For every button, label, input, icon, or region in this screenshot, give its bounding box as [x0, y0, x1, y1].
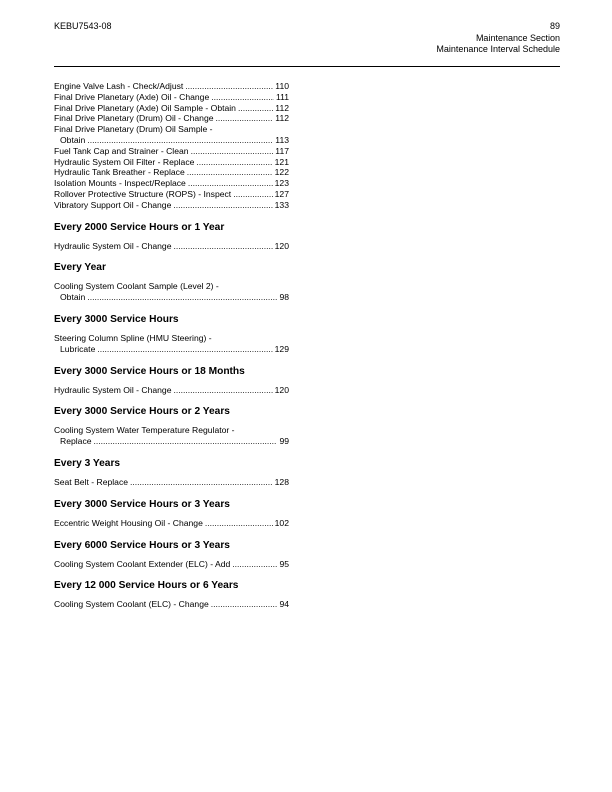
list-item[interactable]: Seat Belt - Replace . . . 128	[54, 477, 289, 488]
list-item[interactable]: Isolation Mounts - Inspect/Replace . . . 123	[54, 178, 289, 189]
interval-heading: Every 2000 Service Hours or 1 Year	[54, 221, 225, 233]
document-id: KEBU7543-08	[54, 21, 112, 31]
list-item[interactable]: Final Drive Planetary (Axle) Oil Sample - Obtain . . . 112	[54, 103, 289, 114]
list-item[interactable]: Final Drive Planetary (Drum) Oil Sample - Obtain . . . 113	[54, 124, 289, 146]
page-number: 89	[549, 21, 560, 31]
list-item[interactable]: Fuel Tank Cap and Strainer - Clean . . . 117	[54, 146, 289, 157]
list-item[interactable]: Cooling System Coolant Extender (ELC) - Add . . . 95	[54, 559, 289, 570]
interval-heading: Every 3000 Service Hours or 2 Years	[54, 406, 230, 418]
list-item[interactable]: Rollover Protective Structure (ROPS) - Inspect . . . 127	[54, 189, 289, 200]
list-item[interactable]: Cooling System Water Temperature Regulator - Replace . . . 99	[54, 425, 289, 447]
list-item[interactable]: Hydraulic Tank Breather - Replace . . . 122	[54, 167, 289, 178]
list-item[interactable]: Final Drive Planetary (Drum) Oil - Change . . . 112	[54, 113, 289, 124]
list-item[interactable]: Steering Column Spline (HMU Steering) - Lubricate . . . 129	[54, 333, 289, 355]
interval-heading: Every Year	[54, 262, 106, 274]
subsection-title: Maintenance Interval Schedule	[436, 44, 560, 54]
list-item[interactable]: Cooling System Coolant Sample (Level 2) - Obtain . . . 98	[54, 281, 289, 303]
interval-heading: Every 3000 Service Hours	[54, 313, 179, 325]
interval-heading: Every 6000 Service Hours or 3 Years	[54, 539, 230, 551]
list-item[interactable]: Cooling System Coolant (ELC) - Change . . . 94	[54, 599, 289, 610]
interval-schedule-column	[54, 81, 289, 610]
header-divider	[54, 66, 560, 67]
section-title: Maintenance Section	[475, 32, 560, 43]
list-item[interactable]: Hydraulic System Oil - Change . . . 120	[54, 385, 289, 396]
list-item[interactable]: Hydraulic System Oil Filter - Replace . . . 121	[54, 157, 289, 168]
page-header	[436, 21, 560, 56]
list-item[interactable]: Hydraulic System Oil - Change . . . 120	[54, 241, 289, 252]
interval-heading: Every 3000 Service Hours or 3 Years	[54, 498, 230, 510]
top-entry-list	[54, 81, 289, 211]
list-item[interactable]: Engine Valve Lash - Check/Adjust . . . 110	[54, 81, 289, 92]
interval-heading: Every 3 Years	[54, 457, 121, 469]
interval-heading: Every 3000 Service Hours or 18 Months	[54, 365, 245, 377]
list-item[interactable]: Vibratory Support Oil - Change . . . 133	[54, 200, 289, 211]
interval-heading: Every 12 000 Service Hours or 6 Years	[54, 580, 239, 592]
list-item[interactable]: Final Drive Planetary (Axle) Oil - Change . . . 111	[54, 92, 289, 103]
list-item[interactable]: Eccentric Weight Housing Oil - Change . . . 102	[54, 518, 289, 529]
